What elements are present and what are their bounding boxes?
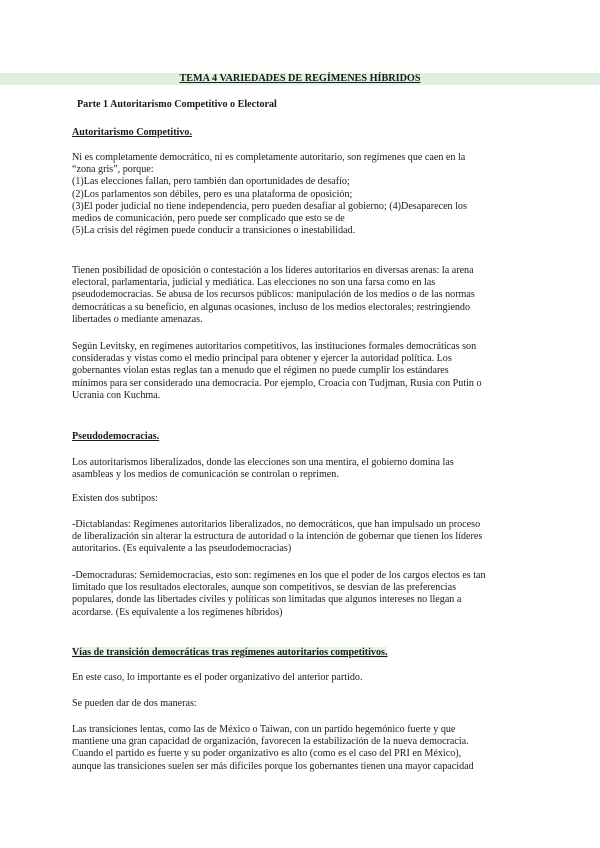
paragraph-zona-gris: Ni es completamente democrático, ni es completamente autoritario, son regímenes que caen en la “zona gris”, porque: (1)Las elecciones fallan, pero también dan oportunidades de desafío; (2)Los parlamentos son débiles, pero es una plataforma de oposición; (3)El poder judicial no tiene independencia, pero pueden desafiar al gobierno; (4)Desaparecen los medios de comunicación, pero puede ser complicado que esto se de (5)La crisis del régimen puede conducir a transiciones o inestabilidad. — [72, 152, 467, 237]
paragraph-liberalized: Los autoritarismos liberalizados, donde las elecciones son una mentira, el gobierno domina las asambleas y los medios de comunicación se controlan o reprimen. — [72, 457, 454, 481]
part-heading: Parte 1 Autoritarismo Competitivo o Electoral — [77, 99, 277, 110]
section-heading-pseudodemocracies: Pseudodemocracias. — [72, 431, 160, 442]
paragraph-dictablandas: -Dictablandas: Regímenes autoritarios liberalizados, no democráticos, que han impulsado un proceso de liberalización sin alterar la estructura de autoridad o la intención de gobernar que tienen los líderes autoritarios. (Es equivalente a las pseudodemocracias) — [72, 519, 483, 555]
paragraph-levitsky: Según Levitsky, en regímenes autoritarios competitivos, las instituciones formales democráticas son consideradas y vistas como el medio principal para obtener y ejercer la autoridad política. Los gobernantes violan estas reglas tan a menudo que el régimen no puede cumplir los estándares mínimos para ser considerado una democracia. Por ejemplo, Croacia con Tudjman, Rusia con Putin o Ucrania con Kuchma. — [72, 341, 482, 401]
paragraph-organizational-power: En este caso, lo importante es el poder organizativo del anterior partido. — [72, 672, 363, 683]
paragraph-opposition: Tienen posibilidad de oposición o contestación a los líderes autoritarios en diversas arenas: la arena electoral, parlamentaria, judicial y mediática. Las elecciones no son una farsa como en las pseudodemocracias. Se abusa de los recursos públicos: manipulación de los medios o de las normas democráticas a su beneficio, en algunas ocasiones, incluso de los medios electorales; restringiendo libertades o mediante amenazas. — [72, 265, 475, 325]
paragraph-subtypes: Existen dos subtipos: — [72, 493, 158, 504]
document-title: TEMA 4 VARIEDADES DE REGÍMENES HÍBRIDOS — [0, 73, 600, 85]
section-heading-transition-paths: Vías de transición democráticas tras regímenes autoritarios competitivos. — [72, 647, 388, 658]
section-heading-competitive-authoritarianism: Autoritarismo Competitivo. — [72, 127, 192, 138]
paragraph-two-ways: Se pueden dar de dos maneras: — [72, 698, 197, 709]
paragraph-slow-transitions: Las transiciones lentas, como las de México o Taiwan, con un partido hegemónico fuerte y que mantiene una gran capacidad de organización, favorecen la estabilización de la nueva democracia. Cuando el partido es fuerte y su poder organizativo es alto (como es el caso del PRI en México), aunque las transiciones suelen ser más difíciles porque los gobernantes tienen una mayor capacidad — [72, 724, 474, 772]
paragraph-democraduras: -Democraduras: Semidemocracias, esto son: regímenes en los que el poder de los cargos electos es tan limitado que los resultados electorales, aunque son competitivos, se desvían de las preferencias populares, donde las libertades civiles y políticas son limitadas que algunos intereses no llegan a acordarse. (Es equivalente a los regímenes híbridos) — [72, 570, 486, 618]
